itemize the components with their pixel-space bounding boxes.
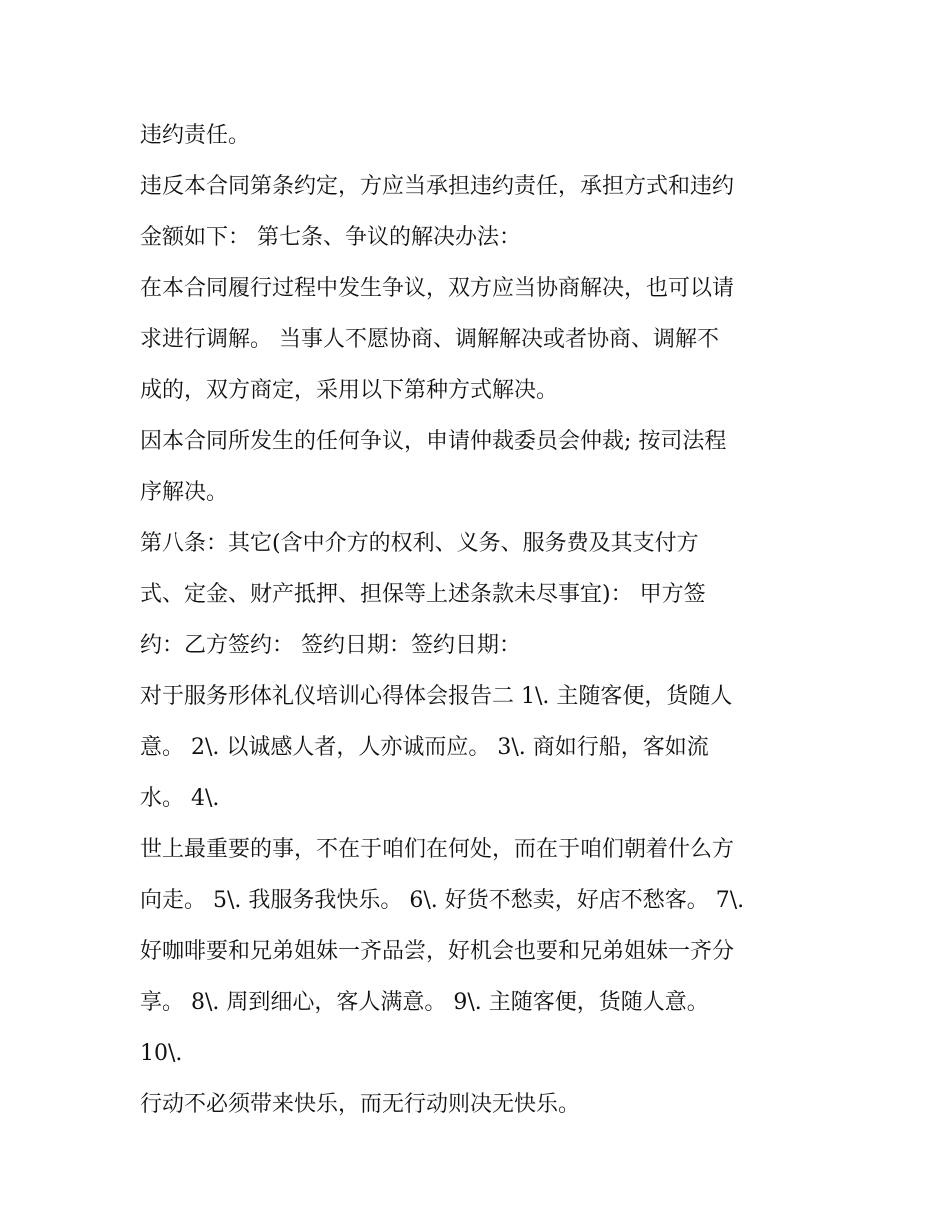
text-line: 违反本合同第条约定，方应当承担违约责任，承担方式和违约 — [140, 174, 735, 199]
text-line: 求进行调解。 当事人不愿协商、调解解决或者协商、调解不 — [140, 327, 719, 352]
text-line: 对于服务形体礼仪培训心得体会报告二 1\. 主随客便，货随人 — [140, 684, 733, 709]
text-line: 水。 4\. — [140, 786, 220, 811]
text-line: 成的，双方商定，采用以下第种方式解决。 — [140, 378, 559, 403]
text-line: 意。 2\. 以诚感人者，人亦诚而应。 3\. 商如行船，客如流 — [140, 735, 709, 760]
text-line: 因本合同所发生的任何争议，申请仲裁委员会仲裁; 按司法程 — [140, 429, 727, 454]
text-line: 向走。 5\. 我服务我快乐。 6\. 好货不愁卖，好店不愁客。 7\. — [140, 888, 745, 913]
text-line: 享。 8\. 周到细心，客人满意。 9\. 主随客便，货随人意。 — [140, 990, 709, 1015]
text-line: 10\. — [140, 1041, 183, 1066]
text-line: 在本合同履行过程中发生争议，双方应当协商解决，也可以请 — [140, 276, 735, 301]
text-line: 第八条：其它(含中介方的权利、义务、服务费及其支付方 — [140, 531, 699, 556]
text-line: 金额如下： 第七条、争议的解决办法： — [140, 225, 521, 250]
text-line: 序解决。 — [140, 480, 229, 505]
text-line: 好咖啡要和兄弟姐妹一齐品尝，好机会也要和兄弟姐妹一齐分 — [140, 939, 735, 964]
text-line: 世上最重要的事，不在于咱们在何处，而在于咱们朝着什么方 — [140, 837, 735, 862]
text-line: 式、定金、财产抵押、担保等上述条款未尽事宜)： 甲方签 — [140, 582, 706, 607]
text-line: 行动不必须带来快乐，而无行动则决无快乐。 — [140, 1092, 581, 1117]
text-line: 约：乙方签约： 签约日期：签约日期： — [140, 633, 521, 658]
document-page — [140, 110, 820, 1130]
text-line: 违约责任。 — [140, 123, 251, 148]
